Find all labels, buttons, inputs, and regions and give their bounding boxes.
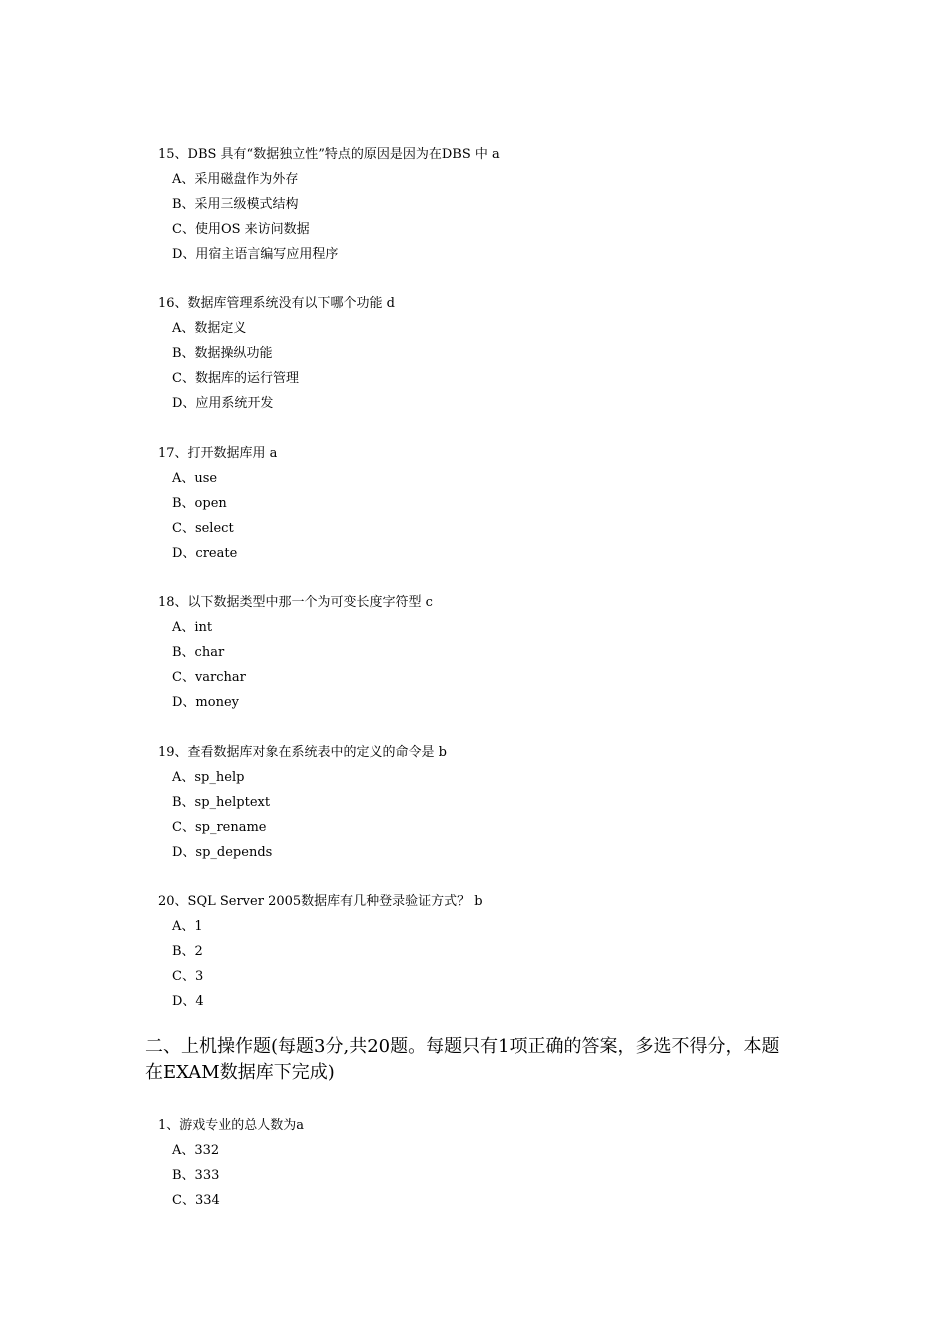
question-15 (158, 142, 858, 267)
question-18 (158, 590, 858, 715)
option-d: D、money (172, 695, 239, 710)
option-a: A、采用磁盘作为外存 (172, 172, 299, 187)
option-b: B、open (172, 496, 227, 511)
section-heading (145, 1034, 835, 1086)
section-heading-line-2: 在EXAM数据库下完成) (145, 1062, 335, 1083)
option-c: C、数据库的运行管理 (172, 371, 299, 386)
option-d: D、create (172, 546, 238, 561)
question-text: 1、游戏专业的总人数为a (158, 1118, 305, 1133)
option-a: A、use (172, 471, 218, 486)
option-d: D、应用系统开发 (172, 396, 274, 411)
question-text: 16、数据库管理系统没有以下哪个功能 d (158, 296, 395, 311)
option-c: C、sp_rename (172, 820, 267, 835)
question-20 (158, 889, 858, 1014)
question-text: 15、DBS 具有“数据独立性”特点的原因是因为在DBS 中 a (158, 147, 500, 162)
question-text: 17、打开数据库用 a (158, 446, 278, 461)
question-17 (158, 441, 858, 566)
option-b: B、2 (172, 944, 203, 959)
option-d: D、用宿主语言编写应用程序 (172, 247, 339, 262)
option-b: B、数据操纵功能 (172, 346, 273, 361)
option-a: A、int (172, 620, 213, 635)
option-c: C、3 (172, 969, 204, 984)
option-b: B、333 (172, 1168, 220, 1183)
option-b: B、sp_helptext (172, 795, 271, 810)
option-c: C、使用OS 来访问数据 (172, 222, 310, 237)
option-c: C、334 (172, 1193, 220, 1208)
section-heading-line-1: 二、上机操作题(每题3分,共20题。每题只有1项正确的答案，多选不得分，本题 (145, 1036, 780, 1057)
option-d: D、4 (172, 994, 204, 1009)
question-2-1 (158, 1113, 858, 1213)
option-b: B、char (172, 645, 225, 660)
option-b: B、采用三级模式结构 (172, 197, 299, 212)
option-c: C、varchar (172, 670, 246, 685)
question-16 (158, 291, 858, 416)
option-c: C、select (172, 521, 234, 536)
question-19 (158, 740, 858, 865)
question-text: 18、以下数据类型中那一个为可变长度字符型 c (158, 595, 433, 610)
option-a: A、sp_help (172, 770, 245, 785)
option-a: A、1 (172, 919, 203, 934)
question-text: 20、SQL Server 2005数据库有几种登录验证方式？ b (158, 894, 483, 909)
question-text: 19、查看数据库对象在系统表中的定义的命令是 b (158, 745, 447, 760)
option-d: D、sp_depends (172, 845, 273, 860)
option-a: A、332 (172, 1143, 220, 1158)
option-a: A、数据定义 (172, 321, 247, 336)
